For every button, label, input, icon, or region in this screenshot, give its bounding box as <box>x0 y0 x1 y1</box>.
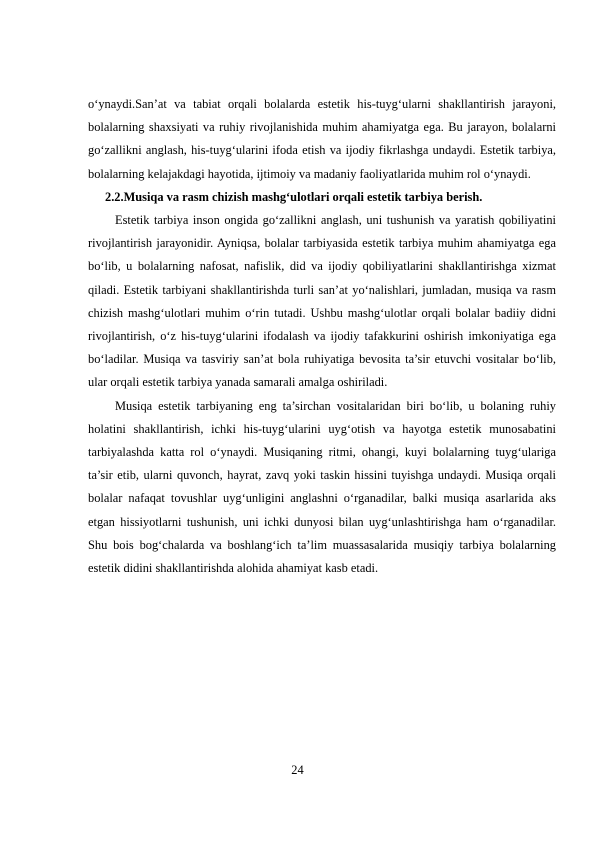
paragraph-aesthetic-education: Estetik tarbiya inson ongida go‘zallikni anglash, uni tushunish va yaratish qobiliyatini rivojlantirish jarayonidir. Ayniqsa, bolalar tarbiyasida estetik tarbiya muhim ahamiyatga ega bo‘lib, u bolalarning nafosat, nafislik, did va ijodiy qobiliyatlarini shakllantirishga xizmat qiladi. Estetik tarbiyani shakllantirishda turli san’at yo‘nalishlari, jumladan, musiqa va rasm chizish mashg‘ulotlari muhim o‘rin tutadi. Ushbu mashg‘ulotlar orqali bolalar badiiy didni rivojlantirish, o‘z his-tuyg‘ularini ifodalash va ijodiy tafakkurini oshirish imkoniyatiga ega bo‘ladilar. Musiqa va tasviriy san’at bola ruhiyatiga bevosita ta’sir etuvchi vositalar bo‘lib, ular orqali estetik tarbiya yanada samarali amalga oshiriladi. <box>88 213 556 390</box>
paragraph-music: Musiqa estetik tarbiyaning eng ta’sirchan vositalaridan biri bo‘lib, u bolaning ruhiy holatini shakllantirish, ichki his-tuyg‘ularini uyg‘otish va hayotga estetik munosabatini tarbiyalashda katta rol o‘ynaydi. Musiqaning ritmi, ohangi, kuyi bolalarning tuyg‘ularigа ta’sir etib, ularni quvonch, hayrat, zavq yoki taskin hissini tuyishga undaydi. Musiqa orqali bolalar nafaqat tovushlar uyg‘unligini anglashni o‘rganadilar, balki musiqa asarlarida aks etgan hissiyotlarni tushunish, uni ichki dunyosi bilan uyg‘unlashtirishga ham o‘rganadilar. Shu bois bog‘chalarda va boshlang‘ich ta’lim muassasalarida musiqiy tarbiya bolalarning estetik didini shakllantirishda alohida ahamiyat kasb etadi. <box>88 398 556 576</box>
section-heading: 2.2.Musiqa va rasm chizish mashg‘ulotlari orqali estetik tarbiya berish. <box>105 189 483 204</box>
page-number: 24 <box>291 763 304 777</box>
document-page <box>88 93 556 580</box>
paragraph-intro: o‘ynaydi.San’at va tabiat orqali bolalarda estetik his-tuyg‘ularni shakllantirish jarayoni, bolalarning shaxsiyati va ruhiy rivojlanishida muhim ahamiyatga ega. Bu jarayon, bolalarni go‘zallikni anglash, his-tuyg‘ularini ifoda etish va ijodiy fikrlashga undaydi. Estetik tarbiya, bolalarning kelajakdagi hayotida, ijtimoiy va madaniy faoliyatlarida muhim rol o‘ynaydi. <box>88 97 556 181</box>
